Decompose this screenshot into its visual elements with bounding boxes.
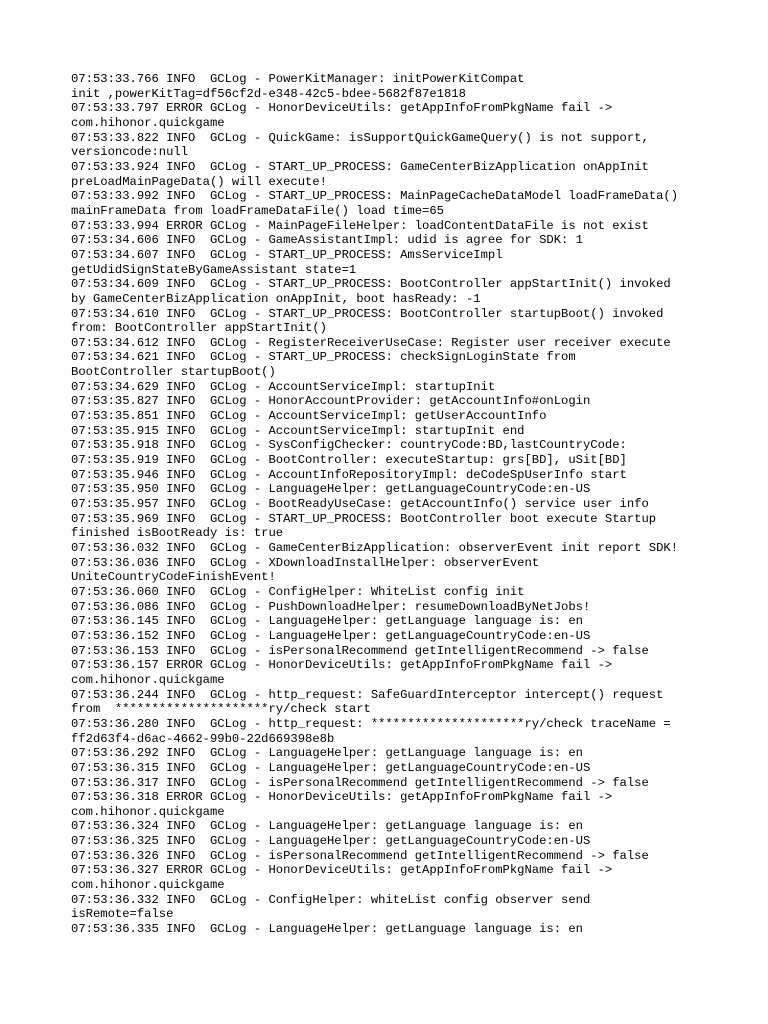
log-line: 07:53:34.610 INFO GCLog - START_UP_PROCESS: BootController startupBoot() invoked xyxy=(71,306,664,321)
log-line: 07:53:36.032 INFO GCLog - GameCenterBizApplication: observerEvent init report SDK! xyxy=(71,541,679,555)
log-line: 07:53:36.325 INFO GCLog - LanguageHelper: getLanguageCountryCode:en-US xyxy=(71,834,591,849)
log-line: 07:53:36.315 INFO GCLog - LanguageHelper: getLanguageCountryCode:en-US xyxy=(71,760,591,775)
log-line: 07:53:36.292 INFO GCLog - LanguageHelper: getLanguage language is: en xyxy=(71,746,583,761)
log-line: 07:53:36.332 INFO GCLog - ConfigHelper: whiteList config observer send xyxy=(71,892,591,907)
log-line: isRemote=false xyxy=(71,907,174,922)
log-line: 07:53:34.607 INFO GCLog - START_UP_PROCESS: AmsServiceImpl xyxy=(71,247,503,262)
log-line: 07:53:33.992 INFO GCLog - START_UP_PROCESS: MainPageCacheDataModel loadFrameData() xyxy=(71,189,679,204)
log-line: com.hihonor.quickgame xyxy=(71,115,225,130)
log-line: 07:53:34.621 INFO GCLog - START_UP_PROCESS: checkSignLoginState from xyxy=(71,350,576,365)
log-line: BootController startupBoot() xyxy=(71,365,276,380)
log-line: 07:53:35.950 INFO GCLog - LanguageHelper: getLanguageCountryCode:en-US xyxy=(71,482,591,497)
log-line: 07:53:36.326 INFO GCLog - isPersonalRecommend getIntelligentRecommend -> false xyxy=(71,848,649,863)
log-line: 07:53:35.918 INFO GCLog - SysConfigChecker: countryCode:BD,lastCountryCode: xyxy=(71,438,627,453)
log-line: 07:53:34.606 INFO GCLog - GameAssistantImpl: udid is agree for SDK: 1 xyxy=(71,233,583,248)
log-line: init ,powerKitTag=df56cf2d-e348-42c5-bdee-5682f87e1818 xyxy=(71,86,466,101)
log-line: from *********************ry/check start xyxy=(71,702,371,717)
log-line: UniteCountryCodeFinishEvent! xyxy=(71,570,276,585)
log-line: from: BootController appStartInit() xyxy=(71,321,327,336)
log-line: 07:53:36.280 INFO GCLog - http_request: *********************ry/check traceName = xyxy=(71,716,671,731)
log-line: com.hihonor.quickgame xyxy=(71,878,225,893)
log-line: 07:53:36.086 INFO GCLog - PushDownloadHelper: resumeDownloadByNetJobs! xyxy=(71,599,591,614)
log-line: 07:53:33.822 INFO GCLog - QuickGame: isSupportQuickGameQuery() is not support, xyxy=(71,130,649,145)
log-line: 07:53:35.827 INFO GCLog - HonorAccountProvider: getAccountInfo#onLogin xyxy=(71,394,591,409)
log-line: 07:53:35.969 INFO GCLog - START_UP_PROCESS: BootController boot execute Startup xyxy=(71,511,657,526)
log-line: 07:53:34.612 INFO GCLog - RegisterReceiverUseCase: Register user receiver execute xyxy=(71,335,671,350)
log-line: 07:53:33.797 ERROR GCLog - HonorDeviceUtils: getAppInfoFromPkgName fail -> xyxy=(71,101,613,116)
log-line: com.hihonor.quickgame xyxy=(71,804,225,819)
log-line: by GameCenterBizApplication onAppInit, boot hasReady: -1 xyxy=(71,291,481,306)
log-line: 07:53:36.152 INFO GCLog - LanguageHelper: getLanguageCountryCode:en-US xyxy=(71,628,591,643)
log-line: 07:53:35.919 INFO GCLog - BootController: executeStartup: grs[BD], uSit[BD] xyxy=(71,453,627,468)
log-line: getUdidSignStateByGameAssistant state=1 xyxy=(71,262,357,277)
log-line: 07:53:36.036 INFO GCLog - XDownloadInstallHelper: observerEvent xyxy=(71,555,540,570)
log-line: 07:53:36.317 INFO GCLog - isPersonalRecommend getIntelligentRecommend -> false xyxy=(71,775,649,790)
log-line: 07:53:35.915 INFO GCLog - AccountServiceImpl: startupInit end xyxy=(71,423,525,438)
log-line: 07:53:36.060 INFO GCLog - ConfigHelper: WhiteList config init xyxy=(71,584,525,599)
log-line: finished isBootReady is: true xyxy=(71,526,284,541)
log-line: 07:53:36.145 INFO GCLog - LanguageHelper: getLanguage language is: en xyxy=(71,614,583,629)
log-line: 07:53:36.318 ERROR GCLog - HonorDeviceUtils: getAppInfoFromPkgName fail -> xyxy=(71,790,613,805)
log-line: mainFrameData from loadFrameDataFile() load time=65 xyxy=(71,203,444,218)
log-line: 07:53:36.157 ERROR GCLog - HonorDeviceUtils: getAppInfoFromPkgName fail -> xyxy=(71,658,613,673)
log-line: 07:53:35.946 INFO GCLog - AccountInfoRepositoryImpl: deCodeSpUserInfo start xyxy=(71,467,627,482)
log-line: 07:53:35.957 INFO GCLog - BootReadyUseCase: getAccountInfo() service user info xyxy=(71,497,649,512)
log-line: com.hihonor.quickgame xyxy=(71,672,225,687)
log-line: 07:53:35.851 INFO GCLog - AccountServiceImpl: getUserAccountInfo xyxy=(71,409,547,424)
log-document xyxy=(71,72,761,937)
log-line: 07:53:33.994 ERROR GCLog - MainPageFileHelper: loadContentDataFile is not exist xyxy=(71,218,649,233)
log-line: 07:53:33.924 INFO GCLog - START_UP_PROCESS: GameCenterBizApplication onAppInit xyxy=(71,159,649,174)
log-line: 07:53:36.244 INFO GCLog - http_request: SafeGuardInterceptor intercept() request xyxy=(71,687,664,702)
log-line: 07:53:36.335 INFO GCLog - LanguageHelper: getLanguage language is: en xyxy=(71,922,583,937)
log-line: 07:53:36.327 ERROR GCLog - HonorDeviceUtils: getAppInfoFromPkgName fail -> xyxy=(71,863,613,878)
log-line: 07:53:36.324 INFO GCLog - LanguageHelper: getLanguage language is: en xyxy=(71,819,583,834)
log-line: 07:53:33.766 INFO GCLog - PowerKitManager: initPowerKitCompat xyxy=(71,72,525,86)
log-line: versioncode:null xyxy=(71,145,189,160)
log-line: 07:53:36.153 INFO GCLog - isPersonalRecommend getIntelligentRecommend -> false xyxy=(71,643,649,658)
log-line: ff2d63f4-d6ac-4662-99b0-22d669398e8b xyxy=(71,731,335,746)
log-line: preLoadMainPageData() will execute! xyxy=(71,174,327,189)
log-line: 07:53:34.609 INFO GCLog - START_UP_PROCESS: BootController appStartInit() invoked xyxy=(71,277,671,292)
log-line: 07:53:34.629 INFO GCLog - AccountServiceImpl: startupInit xyxy=(71,379,496,394)
